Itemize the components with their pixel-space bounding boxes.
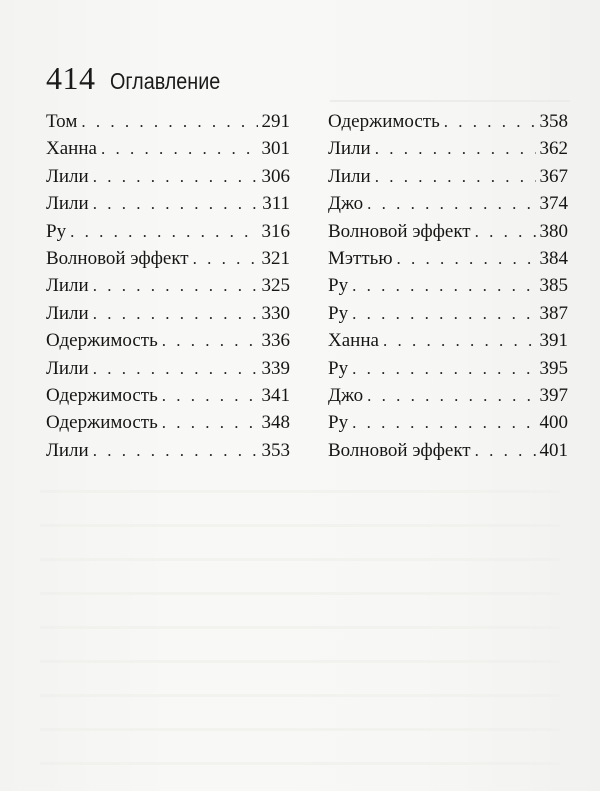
toc-entry-title: Волновой эффект [328,439,471,461]
toc-entry-page: 339 [261,357,290,379]
toc-entry [46,138,290,165]
toc-entry [328,166,568,193]
toc-entry-page: 362 [539,138,568,160]
toc-entry [46,275,290,302]
leader-dots [375,139,536,159]
toc-entry [328,111,568,138]
toc-entry-title: Лили [328,138,371,160]
toc-entry-title: Ру [328,412,349,434]
leader-dots [93,304,258,324]
toc-entry-page: 400 [539,412,568,434]
toc-entry [328,358,568,385]
leader-dots [81,112,257,132]
leader-dots [93,167,258,187]
toc-entry-title: Лили [46,302,89,324]
toc-entry [46,358,290,385]
page-header [46,60,238,100]
toc-entry-page: 401 [539,439,568,461]
leader-dots [375,167,536,187]
leader-dots [101,139,258,159]
leader-dots [93,276,258,296]
leader-dots [352,359,535,379]
leader-dots [367,386,535,406]
toc-entry-title: Ханна [328,330,379,352]
toc-entry [46,248,290,275]
toc-entry [328,385,568,412]
toc-entry-title: Ру [328,302,349,324]
toc-entry-title: Ханна [46,138,97,160]
toc-entry [328,138,568,165]
toc-entry-title: Волновой эффект [328,220,471,242]
toc-column-left [46,111,290,467]
toc-entry-title: Одержимость [46,412,158,434]
leader-dots [383,331,536,351]
bleed-through-texture [330,60,570,102]
toc-entry-page: 316 [261,220,290,242]
toc-entry [328,248,568,275]
toc-entry [328,440,568,467]
toc-entry-page: 330 [261,302,290,324]
toc-entry-title: Одержимость [46,330,158,352]
toc-entry [46,111,290,138]
leader-dots [93,194,258,214]
toc-entry [328,330,568,357]
toc-entry-page: 348 [261,412,290,434]
toc-entry [328,412,568,439]
toc-entry-title: Том [46,111,78,132]
toc-entry [46,221,290,248]
toc-entry-title: Лили [328,165,371,187]
toc-entry-page: 397 [539,384,568,406]
toc-entry [46,193,290,220]
toc-entry-page: 384 [539,247,568,269]
toc-entry-page: 374 [539,193,568,215]
toc-entry-page: 387 [539,302,568,324]
toc-entry-title: Ру [328,275,349,297]
toc-entry-title: Лили [46,439,89,461]
toc-entry [328,275,568,302]
toc-entry-page: 353 [261,439,290,461]
toc-entry-page: 391 [539,330,568,352]
toc-entry-page: 341 [261,384,290,406]
toc-entry [328,303,568,330]
toc-entry [328,193,568,220]
toc-entry-title: Лили [46,275,89,297]
toc-entry-page: 311 [262,193,290,215]
leader-dots [367,194,535,214]
toc-entry-title: Ру [46,220,67,242]
toc-entry-title: Джо [328,193,364,215]
toc-entry-page: 301 [261,138,290,160]
toc-entry-title: Лили [46,165,89,187]
toc-entry-page: 358 [539,111,568,132]
toc-entry-title: Одержимость [328,111,440,132]
leader-dots [162,386,258,406]
toc-entry-title: Лили [46,357,89,379]
leader-dots [444,112,536,132]
toc-entry-page: 385 [539,275,568,297]
toc-entry-page: 380 [539,220,568,242]
toc-entry [46,166,290,193]
leader-dots [352,304,535,324]
toc-entry-page: 336 [261,330,290,352]
leader-dots [93,359,258,379]
toc-entry [46,330,290,357]
toc-entry-title: Волновой эффект [46,247,189,269]
toc-entry [46,303,290,330]
leader-dots [193,249,258,269]
leader-dots [475,441,536,461]
bleed-through-texture [40,470,560,770]
leader-dots [352,276,535,296]
leader-dots [162,413,258,433]
toc-entry [46,440,290,467]
leader-dots [93,441,258,461]
leader-dots [162,331,258,351]
toc-entry-page: 291 [261,111,290,132]
toc-entry-title: Одержимость [46,384,158,406]
leader-dots [352,413,535,433]
toc-entry [46,412,290,439]
page-number: 414 [46,60,96,96]
toc-entry [46,385,290,412]
leader-dots [475,222,536,242]
toc-entry-page: 321 [261,247,290,269]
toc-column-right [328,111,568,467]
toc-entry-page: 306 [261,165,290,187]
toc-entry-title: Мэттью [328,247,393,269]
toc-entry-page: 367 [539,165,568,187]
toc-entry-title: Ру [328,357,349,379]
toc-entry-page: 325 [261,275,290,297]
page-title: Оглавление [109,68,220,94]
toc-entry-page: 395 [539,357,568,379]
toc-entry-title: Джо [328,384,364,406]
toc-entry [328,221,568,248]
toc-entry-title: Лили [46,193,89,215]
leader-dots [397,249,536,269]
leader-dots [70,222,257,242]
